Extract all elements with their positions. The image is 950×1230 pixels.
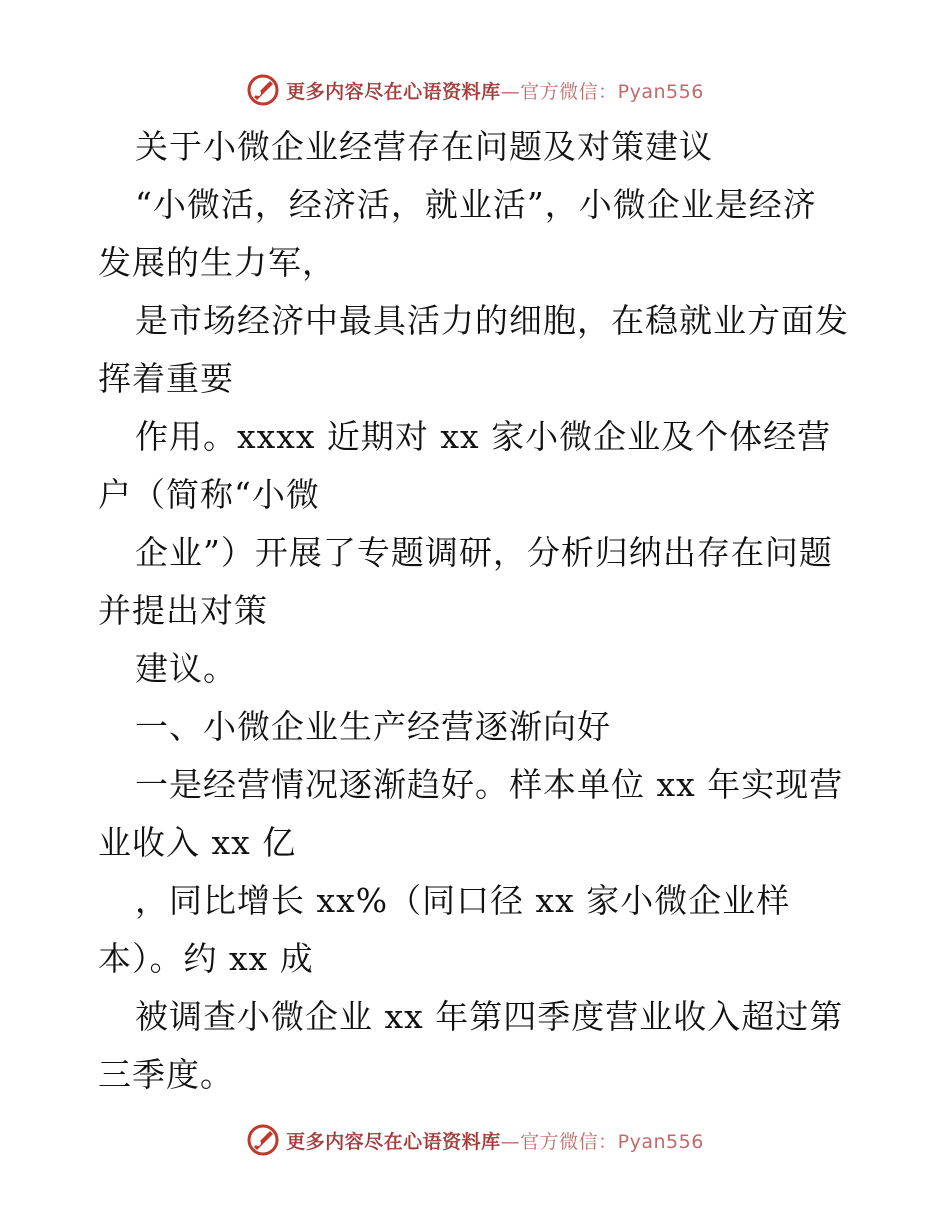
document-body xyxy=(98,118,858,1104)
paragraph-line: 一是经营情况逐渐趋好。样本单位 xx 年实现营 xyxy=(135,765,844,804)
section-heading: 一、小微企业生产经营逐渐向好 xyxy=(135,707,611,746)
paragraph-line: 业收入 xx 亿 xyxy=(98,823,297,862)
paragraph-line: 发展的生力军， xyxy=(98,243,336,282)
brand-logo-icon xyxy=(246,73,280,107)
paragraph-line: “小微活，经济活，就业活”，小微企业是经济 xyxy=(135,185,817,224)
paragraph-line: 是市场经济中最具活力的细胞，在稳就业方面发 xyxy=(135,301,849,340)
paragraph-line: 企业”）开展了专题调研，分析归纳出存在问题 xyxy=(135,533,833,572)
document-title: 关于小微企业经营存在问题及对策建议 xyxy=(135,127,713,166)
paragraph-line: 被调查小微企业 xx 年第四季度营业收入超过第 xyxy=(135,997,844,1036)
header-banner-title: 更多内容尽在心语资料库 xyxy=(286,80,501,103)
paragraph-line: 作用。xxxx 近期对 xx 家小微企业及个体经营 xyxy=(135,417,832,456)
header-banner-text xyxy=(286,77,704,104)
footer-banner xyxy=(0,1120,950,1160)
header-banner xyxy=(0,70,950,110)
brand-logo-icon xyxy=(246,1123,280,1157)
paragraph-line: 三季度。 xyxy=(98,1055,234,1094)
paragraph-line: 挥着重要 xyxy=(98,359,234,398)
footer-banner-title: 更多内容尽在心语资料库 xyxy=(286,1130,501,1153)
paragraph-line: ，同比增长 xx%（同口径 xx 家小微企业样 xyxy=(135,881,791,920)
paragraph-line: 户（简称“小微 xyxy=(98,475,320,514)
footer-banner-text xyxy=(286,1127,704,1154)
header-banner-wechat: —官方微信：Pyan556 xyxy=(500,80,704,103)
paragraph-line: 建议。 xyxy=(135,649,237,688)
paragraph-line: 并提出对策 xyxy=(98,591,268,630)
footer-banner-wechat: —官方微信：Pyan556 xyxy=(500,1130,704,1153)
paragraph-line: 本）。约 xx 成 xyxy=(98,939,314,978)
